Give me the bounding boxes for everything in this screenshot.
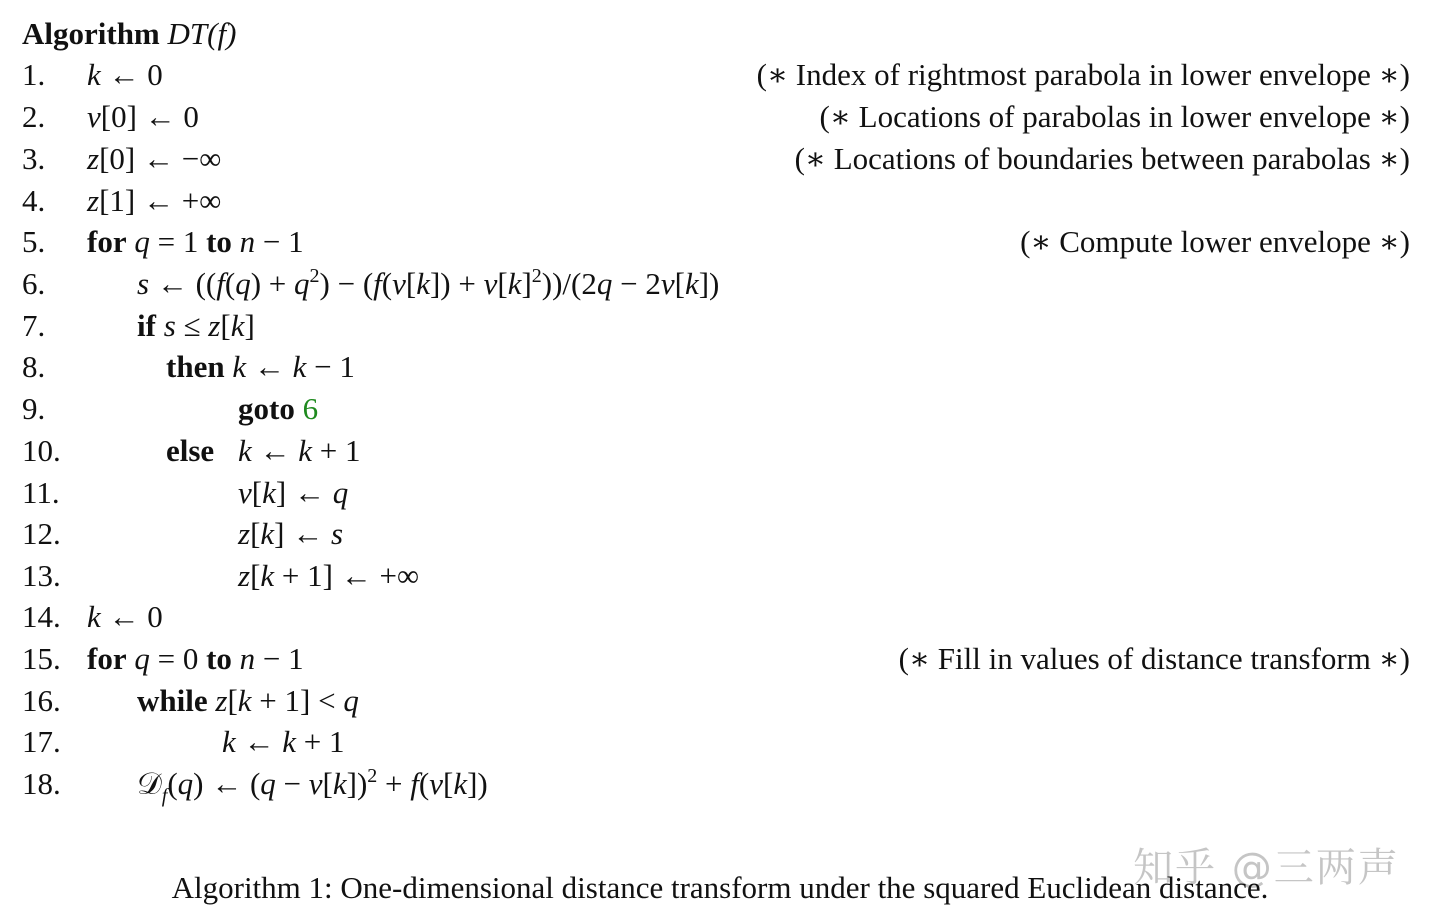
algorithm-line-12 — [0, 514, 1440, 556]
line-code-body: k ← k + 1 — [238, 433, 361, 468]
algorithm-line-3 — [0, 139, 1440, 181]
line-number: 5. — [22, 224, 46, 259]
algorithm-line-10 — [0, 431, 1440, 473]
algorithm-line-8 — [0, 347, 1440, 389]
line-code: k ← 0 — [87, 57, 163, 92]
algorithm-line-7 — [0, 306, 1440, 348]
algorithm-line-15 — [0, 639, 1440, 681]
watermark: 知乎 @三两声 — [1133, 845, 1400, 891]
line-comment: (∗ Compute lower envelope ∗) — [1020, 224, 1410, 259]
line-code: goto 6 — [238, 391, 319, 426]
algorithm-args: (f) — [207, 16, 237, 51]
line-number: 16. — [22, 683, 61, 718]
line-number: 14. — [22, 599, 61, 634]
line-number: 6. — [22, 266, 46, 301]
algorithm-line-11 — [0, 473, 1440, 515]
line-number: 11. — [22, 475, 60, 510]
line-code: while z[k + 1] < q — [137, 683, 359, 718]
algorithm-keyword: Algorithm — [22, 16, 160, 51]
line-code: 𝒟$_f$(q) ← $(q - v[k])^2 + f(v[k])$ — [137, 765, 488, 807]
line-comment: (∗ Locations of boundaries between parabolas ∗) — [794, 141, 1410, 176]
line-number: 9. — [22, 391, 46, 426]
algorithm-line-16 — [0, 681, 1440, 723]
algorithm-line-5 — [0, 222, 1440, 264]
line-number: 13. — [22, 558, 61, 593]
algorithm-title — [22, 14, 236, 54]
line-number: 3. — [22, 141, 46, 176]
algorithm-line-4 — [0, 181, 1440, 223]
line-code: else — [166, 433, 215, 468]
line-code: k ← 0 — [87, 599, 163, 634]
line-code: k ← k + 1 — [222, 724, 345, 759]
line-number: 1. — [22, 57, 46, 92]
algorithm-line-14 — [0, 597, 1440, 639]
algorithm-line-13 — [0, 556, 1440, 598]
algorithm-line-1 — [0, 55, 1440, 97]
line-number: 15. — [22, 641, 61, 676]
line-code: z[1] ← +∞ — [87, 183, 222, 218]
line-code: if s ≤ z[k] — [137, 308, 255, 343]
line-comment: (∗ Fill in values of distance transform ∗) — [898, 641, 1410, 676]
line-comment: (∗ Locations of parabolas in lower envelope ∗) — [819, 99, 1410, 134]
goto-target-link[interactable]: 6 — [302, 391, 319, 426]
line-code: then k ← k − 1 — [166, 349, 355, 384]
line-code: z[0] ← −∞ — [87, 141, 222, 176]
line-code: s ← $((f(q) + q^2) - (f(v[k]) + v[k]^2))/(2q - 2v[k])$ — [137, 265, 720, 301]
algorithm-line-17 — [0, 722, 1440, 764]
line-number: 17. — [22, 724, 61, 759]
algorithm-line-9 — [0, 389, 1440, 431]
line-comment: (∗ Index of rightmost parabola in lower envelope ∗) — [756, 57, 1410, 92]
line-code: z[k] ← s — [238, 516, 344, 551]
line-code: for q = 0 to n − 1 — [87, 641, 304, 676]
algorithm-line-18 — [0, 764, 1440, 806]
line-code: for q = 1 to n − 1 — [87, 224, 304, 259]
figure-caption: Algorithm 1: One-dimensional distance transform under the squared Euclidean distance. — [171, 870, 1269, 905]
line-number: 18. — [22, 766, 61, 801]
line-code: z[k + 1] ← +∞ — [238, 558, 420, 593]
line-number: 2. — [22, 99, 46, 134]
line-number: 10. — [22, 433, 61, 468]
algorithm-name: DT — [167, 16, 208, 51]
line-code: v[0] ← 0 — [87, 99, 199, 134]
line-number: 12. — [22, 516, 61, 551]
algorithm-line-2 — [0, 97, 1440, 139]
line-number: 4. — [22, 183, 46, 218]
line-number: 8. — [22, 349, 46, 384]
line-number: 7. — [22, 308, 46, 343]
algorithm-line-6 — [0, 264, 1440, 306]
line-code: v[k] ← q — [238, 475, 349, 510]
